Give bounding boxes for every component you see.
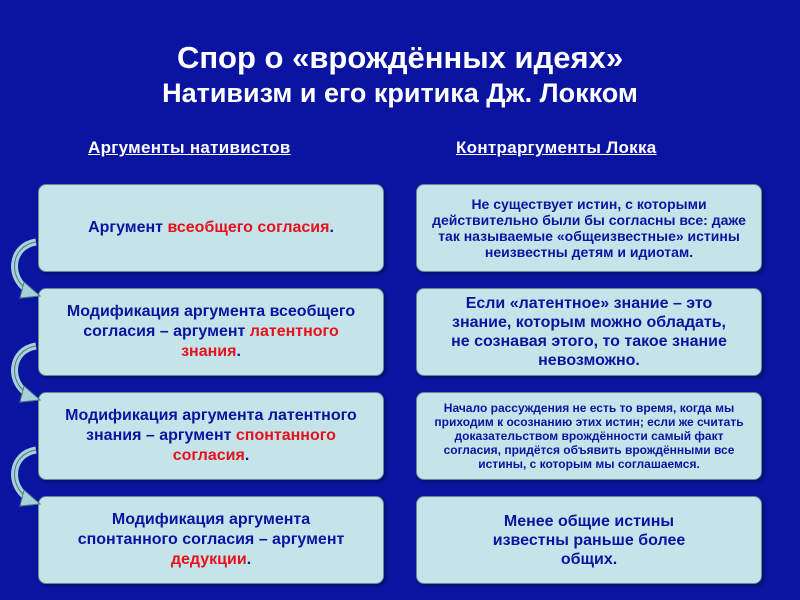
counterargument-box-3: [416, 392, 762, 480]
left-column-header: Аргументы нативистов: [88, 138, 291, 157]
counterargument-4-text: Менее общие истины известны раньше более общих.: [492, 512, 686, 568]
argument-2-highlight: латентного знания: [181, 323, 339, 360]
title-main: Спор о «врождённых идеях»: [176, 40, 624, 75]
argument-box-1: [38, 184, 384, 272]
slide-title: [0, 40, 800, 110]
counterargument-1-text: Не существует истин, с которыми действительно были бы согласны все: даже так называемые «общеизвестные» истины неизвестны детям и идиотам.: [432, 196, 746, 260]
curved-arrow-icon: [6, 238, 46, 304]
counterargument-box-4: [416, 496, 762, 584]
argument-1-end: .: [329, 219, 334, 236]
argument-4-highlight: дедукции: [170, 551, 247, 568]
counterargument-box-1: [416, 184, 762, 272]
counterargument-2-text: Если «латентное» знание – это знание, которым можно обладать, не сознавая этого, то такое знание невозможно.: [451, 295, 727, 369]
argument-1-highlight: всеобщего согласия: [167, 219, 330, 236]
argument-3-highlight: спонтанного согласия: [172, 427, 336, 464]
argument-1-text: Аргумент: [88, 219, 168, 236]
argument-3-text: Модификация аргумента латентного знания – аргумент: [65, 407, 357, 444]
right-column-header: Контраргументы Локка: [456, 138, 657, 157]
title-subtitle: Нативизм и его критика Дж. Локком: [162, 78, 638, 108]
counterargument-box-2: [416, 288, 762, 376]
counterargument-3-text: Начало рассуждения не есть то время, когда мы приходим к осознанию этих истин; если же считать доказательством врождённости самый факт согласия, придётся объявить врождёнными все истины, с которым мы соглашаемся.: [434, 401, 744, 471]
argument-4-text: Модификация аргумента спонтанного согласия – аргумент: [77, 511, 345, 548]
argument-box-2: [38, 288, 384, 376]
argument-3-end: .: [244, 447, 250, 464]
argument-box-4: [38, 496, 384, 584]
argument-4-end: .: [246, 551, 252, 568]
argument-2-text: Модификация аргумента всеобщего согласия – аргумент: [66, 303, 356, 340]
argument-box-3: [38, 392, 384, 480]
curved-arrow-icon: [6, 342, 46, 408]
argument-2-end: .: [236, 343, 241, 360]
curved-arrow-icon: [6, 446, 46, 512]
